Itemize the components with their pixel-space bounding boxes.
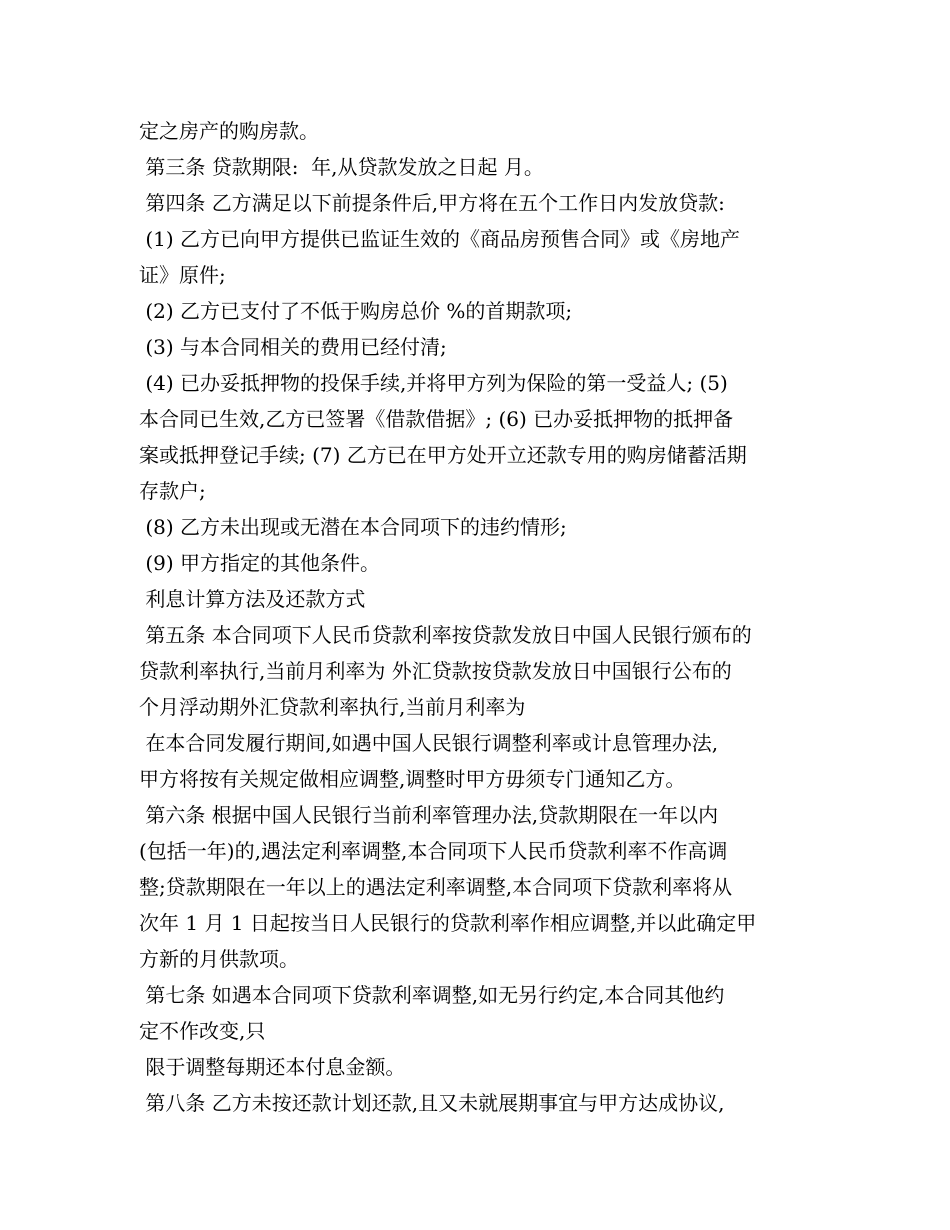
text-line: 第三条 贷款期限: 年,从贷款发放之日起 月。: [139, 155, 544, 179]
text-line: 定之房产的购房款。: [139, 119, 319, 143]
text-line: 个月浮动期外汇贷款利率执行,当前月利率为: [139, 695, 526, 719]
text-line: (4) 已办妥抵押物的投保手续,并将甲方列为保险的第一受益人; (5): [139, 371, 728, 395]
text-line: 第四条 乙方满足以下前提条件后,甲方将在五个工作日内发放贷款:: [139, 191, 725, 215]
text-line: (2) 乙方已支付了不低于购房总价 %的首期款项;: [139, 299, 573, 323]
text-line: 证》原件;: [139, 263, 226, 287]
text-line: 限于调整每期还本付息金额。: [139, 1055, 406, 1079]
text-line: 第五条 本合同项下人民币贷款利率按贷款发放日中国人民银行颁布的: [139, 623, 752, 647]
text-line: 存款户;: [139, 479, 206, 503]
section-heading: 利息计算方法及还款方式: [139, 587, 366, 611]
text-line: 在本合同发履行期间,如遇中国人民银行调整利率或计息管理办法,: [139, 731, 719, 755]
text-line: 本合同已生效,乙方已签署《借款借据》; (6) 已办妥抵押物的抵押备: [139, 407, 734, 431]
text-line: 第八条 乙方未按还款计划还款,且又未就展期事宜与甲方达成协议,: [139, 1091, 725, 1115]
text-line: (9) 甲方指定的其他条件。: [139, 551, 381, 575]
text-line: (1) 乙方已向甲方提供已监证生效的《商品房预售合同》或《房地产: [139, 227, 741, 251]
text-line: 贷款利率执行,当前月利率为 外汇贷款按贷款发放日中国银行公布的: [139, 659, 732, 683]
document-body: [139, 113, 819, 1121]
text-line: 案或抵押登记手续; (7) 乙方已在甲方处开立还款专用的购房储蓄活期: [139, 443, 747, 467]
text-line: (3) 与本合同相关的费用已经付清;: [139, 335, 447, 359]
text-line: 甲方将按有关规定做相应调整,调整时甲方毋须专门通知乙方。: [139, 767, 686, 791]
text-line: (8) 乙方未出现或无潜在本合同项下的违约情形;: [139, 515, 567, 539]
text-line: 方新的月供款项。: [139, 947, 299, 971]
text-line: 整;贷款期限在一年以上的遇法定利率调整,本合同项下贷款利率将从: [139, 875, 733, 899]
text-line: (包括一年)的,遇法定利率调整,本合同项下人民币贷款利率不作高调: [139, 839, 728, 863]
text-line: 定不作改变,只: [139, 1019, 266, 1043]
text-line: 第六条 根据中国人民银行当前利率管理办法,贷款期限在一年以内: [139, 803, 719, 827]
text-line: 第七条 如遇本合同项下贷款利率调整,如无另行约定,本合同其他约: [139, 983, 725, 1007]
text-line: 次年 1 月 1 日起按当日人民银行的贷款利率作相应调整,并以此确定甲: [139, 911, 757, 935]
